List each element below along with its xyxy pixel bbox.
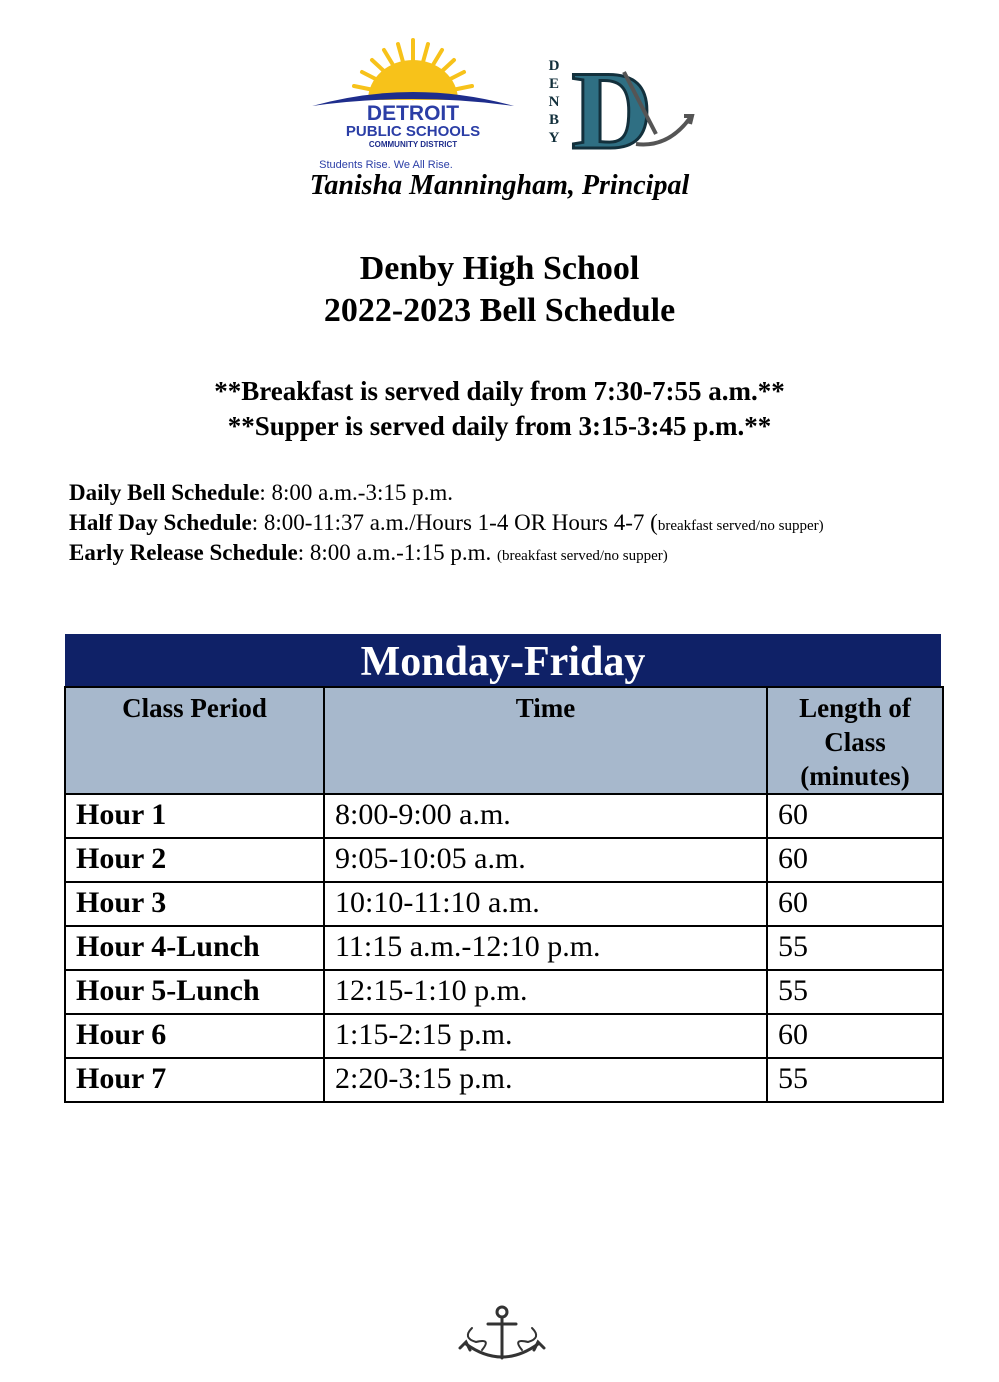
early-release-schedule-value: : 8:00 a.m.-1:15 p.m. <box>297 540 498 565</box>
length-cell: 60 <box>767 838 943 882</box>
bell-schedule-table <box>64 686 944 1103</box>
period-cell: Hour 7 <box>65 1058 324 1102</box>
early-release-schedule-label: Early Release Schedule <box>69 540 298 565</box>
denby-logo <box>544 52 700 160</box>
time-cell: 10:10-11:10 a.m. <box>324 882 767 926</box>
denby-letter: D <box>548 58 560 74</box>
anchor-icon <box>452 1304 552 1368</box>
dps-logo-line2: PUBLIC SCHOOLS <box>345 123 481 140</box>
denby-letter: Y <box>548 130 560 146</box>
length-cell: 55 <box>767 970 943 1014</box>
denby-letter: N <box>548 94 560 110</box>
sun-icon <box>354 40 472 100</box>
length-cell: 60 <box>767 1014 943 1058</box>
school-title: Denby High School <box>359 250 640 287</box>
time-cell: 1:15-2:15 p.m. <box>324 1014 767 1058</box>
denby-letter: B <box>548 112 560 128</box>
table-row <box>65 1014 943 1058</box>
half-day-schedule <box>69 510 824 536</box>
length-cell: 60 <box>767 882 943 926</box>
period-cell: Hour 6 <box>65 1014 324 1058</box>
column-header-length: Length of Class (minutes) <box>767 687 943 794</box>
period-cell: Hour 2 <box>65 838 324 882</box>
dps-logo-line1: DETROIT <box>366 102 460 125</box>
table-row <box>65 838 943 882</box>
length-cell: 55 <box>767 1058 943 1102</box>
period-cell: Hour 3 <box>65 882 324 926</box>
dps-tagline: Students Rise. We All Rise. <box>319 159 453 171</box>
half-day-schedule-note: breakfast served/no supper) <box>657 518 824 534</box>
table-row <box>65 926 943 970</box>
length-cell: 60 <box>767 794 943 838</box>
daily-schedule <box>69 480 453 506</box>
table-row <box>65 1058 943 1102</box>
time-cell: 9:05-10:05 a.m. <box>324 838 767 882</box>
period-cell: Hour 4-Lunch <box>65 926 324 970</box>
half-day-schedule-value: : 8:00-11:37 a.m./Hours 1-4 OR Hours 4-7 ( <box>251 510 658 535</box>
denby-d-letter: D <box>571 52 653 160</box>
table-row <box>65 794 943 838</box>
early-release-schedule-note: (breakfast served/no supper) <box>497 548 668 564</box>
half-day-schedule-label: Half Day Schedule <box>69 510 252 535</box>
denby-letter: E <box>548 76 560 92</box>
table-heading: Monday-Friday <box>65 634 941 686</box>
early-release-schedule <box>69 540 668 566</box>
length-cell: 55 <box>767 926 943 970</box>
time-cell: 11:15 a.m.-12:10 p.m. <box>324 926 767 970</box>
schedule-title: 2022-2023 Bell Schedule <box>323 292 676 329</box>
table-row <box>65 882 943 926</box>
column-header-time: Time <box>324 687 767 794</box>
column-header-period: Class Period <box>65 687 324 794</box>
table-row <box>65 970 943 1014</box>
dps-logo-line3: COMMUNITY DISTRICT <box>368 140 458 149</box>
table-header-row <box>65 687 943 794</box>
denby-vertical-text <box>549 58 560 146</box>
time-cell: 2:20-3:15 p.m. <box>324 1058 767 1102</box>
period-cell: Hour 5-Lunch <box>65 970 324 1014</box>
daily-schedule-value: : 8:00 a.m.-3:15 p.m. <box>259 480 453 505</box>
breakfast-notice: **Breakfast is served daily from 7:30-7:55 a.m.** <box>214 376 785 406</box>
time-cell: 12:15-1:10 p.m. <box>324 970 767 1014</box>
dps-logo <box>306 36 520 172</box>
principal-name: Tanisha Manningham, Principal <box>309 170 690 201</box>
supper-notice: **Supper is served daily from 3:15-3:45 p.m.** <box>227 411 772 441</box>
time-cell: 8:00-9:00 a.m. <box>324 794 767 838</box>
daily-schedule-label: Daily Bell Schedule <box>69 480 260 505</box>
period-cell: Hour 1 <box>65 794 324 838</box>
